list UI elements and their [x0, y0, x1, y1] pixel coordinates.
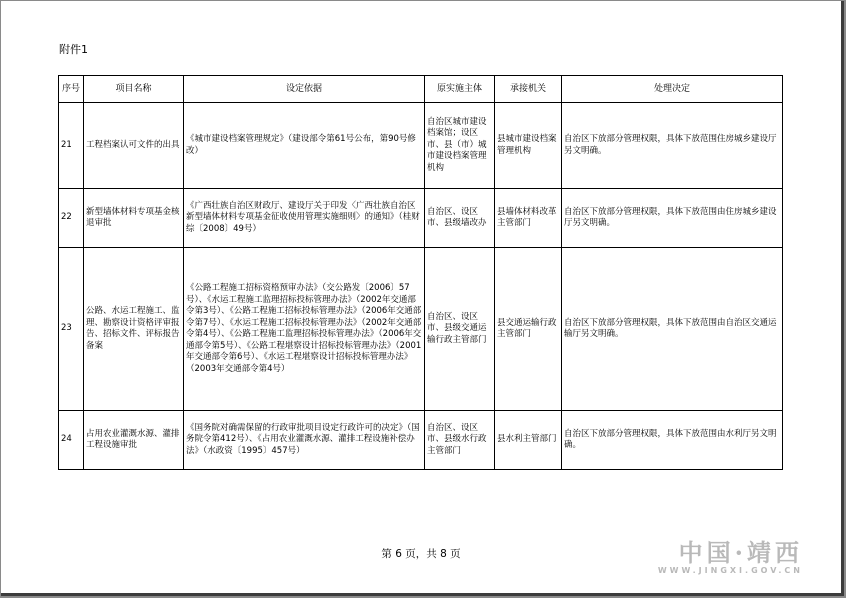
- table-header-row: [59, 76, 783, 103]
- table-row: [59, 248, 783, 411]
- row-original-body: 自治区、设区市、县级水行政主管部门: [425, 411, 495, 470]
- row-original-body: 自治区城市建设档案馆；设区市、县（市）城市建设档案管理机构: [425, 103, 495, 189]
- header-name: 项目名称: [84, 76, 184, 103]
- row-no: 22: [59, 189, 84, 248]
- row-name: 占用农业灌溉水源、灌排工程设施审批: [84, 411, 184, 470]
- row-name: 公路、水运工程施工、监理、勘察设计资格评审报告、招标文件、评标报告备案: [84, 248, 184, 411]
- row-undertaker: 县交通运输行政主管部门: [495, 248, 562, 411]
- row-no: 23: [59, 248, 84, 411]
- page-number: 第 6 页，共 8 页: [381, 548, 461, 560]
- row-undertaker: 县墙体材料改革主管部门: [495, 189, 562, 248]
- items-table: [58, 75, 783, 470]
- row-decision: 自治区下放部分管理权限，具体下放范围由住房城乡建设厅另文明确。: [562, 189, 783, 248]
- row-basis: 《公路工程施工招标资格预审办法》（交公路发〔2006〕57号）、《水运工程施工监理招标投标管理办法》（2002年交通部令第3号）、《公路工程施工招标投标管理办法》（2006年交通部令第7号）、《水运工程施工招标投标管理办法》（2002年交通部令第4号）、《公路工程施工监理招标投标管理办法》（2006年交通部令第5号）、《公路工程堪察设计招标投标管理办法》（2001年交通部令第6号）、《水运工程堪察设计招标投标管理办法》（2003年交通部令第4号）: [184, 248, 425, 411]
- row-undertaker: 县城市建设档案管理机构: [495, 103, 562, 189]
- row-decision: 自治区下放部分管理权限，具体下放范围由自治区交通运输厅另文明确。: [562, 248, 783, 411]
- table-row: [59, 189, 783, 248]
- header-undertaker: 承接机关: [495, 76, 562, 103]
- watermark-url: WWW.JINGXI.GOV.CN: [657, 566, 803, 575]
- watermark-text: 中国·靖西: [678, 538, 803, 567]
- row-original-body: 自治区、设区市、县级墙改办: [425, 189, 495, 248]
- header-decision: 处理决定: [562, 76, 783, 103]
- table-row: [59, 103, 783, 189]
- row-decision: 自治区下放部分管理权限，具体下放范围由水利厅另文明确。: [562, 411, 783, 470]
- header-original-body: 原实施主体: [425, 76, 495, 103]
- row-basis: 《国务院对确需保留的行政审批项目设定行政许可的决定》（国务院令第412号）、《占用农业灌溉水源、灌排工程设施补偿办法》（水政资〔1995〕457号）: [184, 411, 425, 470]
- row-name: 新型墙体材料专项基金核退审批: [84, 189, 184, 248]
- row-basis: 《城市建设档案管理规定》（建设部令第61号公布，第90号修改）: [184, 103, 425, 189]
- row-basis: 《广西壮族自治区财政厅、建设厅关于印发〈广西壮族自治区新型墙体材料专项基金征收使用管理实施细则〉的通知》（桂财综〔2008〕49号）: [184, 189, 425, 248]
- document-page: [1, 1, 844, 596]
- table-row: [59, 411, 783, 470]
- row-name: 工程档案认可文件的出具: [84, 103, 184, 189]
- header-basis: 设定依据: [184, 76, 425, 103]
- row-original-body: 自治区、设区市、县级交通运输行政主管部门: [425, 248, 495, 411]
- header-no: 序号: [59, 76, 84, 103]
- row-decision: 自治区下放部分管理权限，具体下放范围住房城乡建设厅另文明确。: [562, 103, 783, 189]
- watermark: [658, 540, 803, 575]
- row-no: 21: [59, 103, 84, 189]
- row-no: 24: [59, 411, 84, 470]
- row-undertaker: 县水利主管部门: [495, 411, 562, 470]
- attachment-label: 附件1: [59, 43, 88, 56]
